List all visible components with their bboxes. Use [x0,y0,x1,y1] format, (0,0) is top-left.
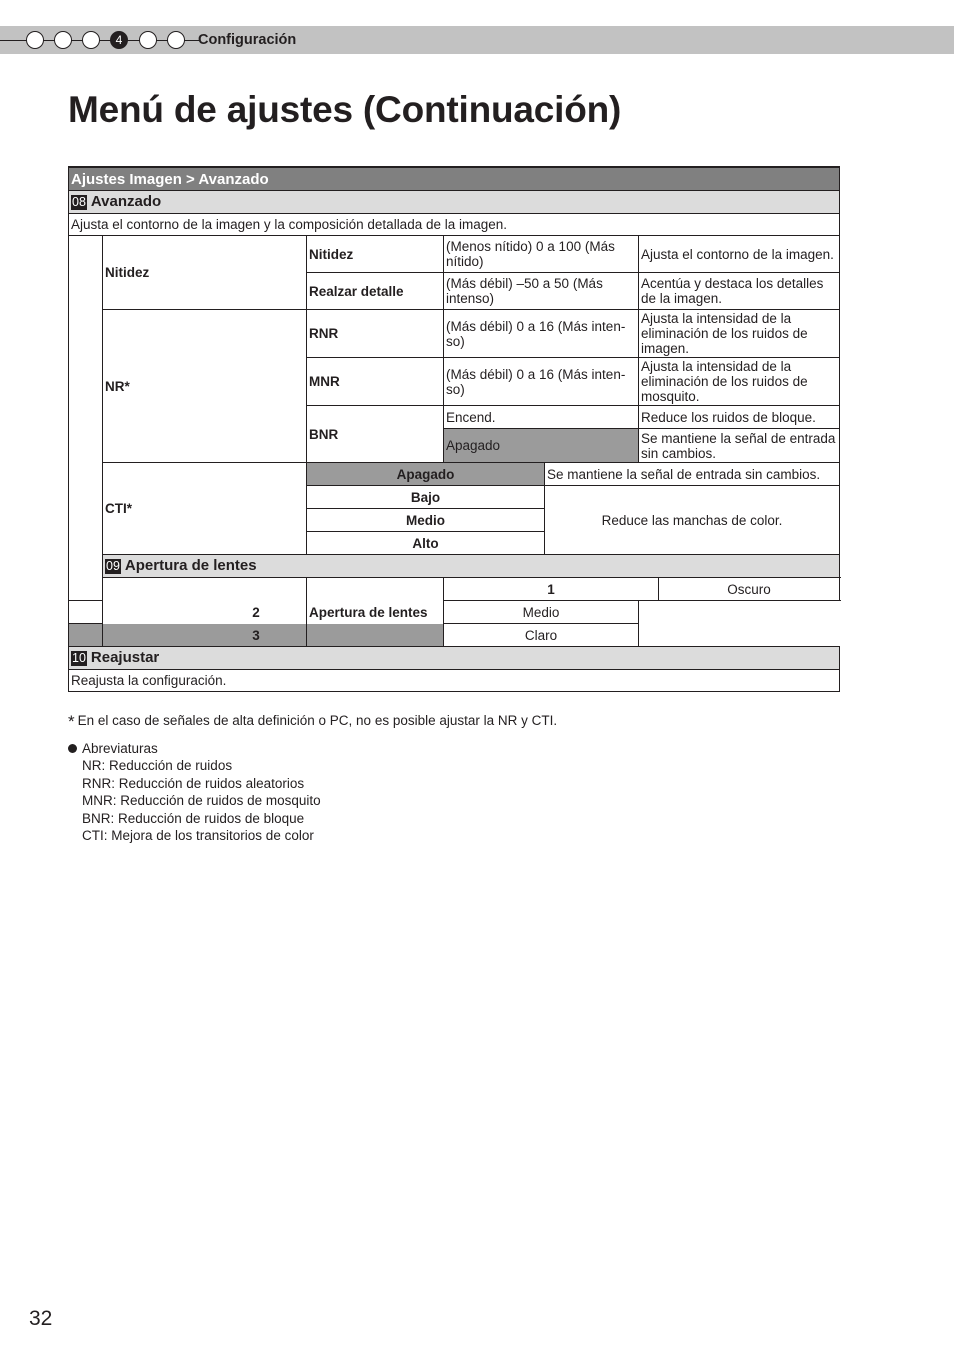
list-item: RNR: Reducción de ruidos aleatorios [82,775,305,791]
section-label: Reajustar [90,649,160,666]
range-cell: (Más débil) –50 a 50 (Más intenso) [444,273,639,310]
section-row-avanzado [69,191,840,214]
range-cell: (Más débil) 0 a 16 (Más inten-so) [444,358,639,406]
option-cell: Encend. [444,406,639,429]
section-number: 09 [106,559,120,573]
footnote-star: * [68,712,75,731]
footnote-text: En el caso de señales de alta definición o PC, no es posible ajustar la NR y CTI. [77,713,558,728]
step-circle [54,31,72,49]
list-item: NR: Reducción de ruidos [82,758,233,774]
section-description: Ajusta el contorno de la imagen y la composición detallada de la imagen. [69,214,840,236]
section-row-reajustar [69,647,840,670]
table-row [69,310,840,358]
desc-cell: Se mantiene la señal de entrada sin cambios. [545,463,840,486]
abbreviations-heading: Abreviaturas [82,741,158,756]
table-row [69,463,840,486]
table-row [69,601,840,624]
option-cell: Bajo [307,486,545,509]
footnote [68,712,557,731]
step-circle [26,31,44,49]
item-apertura: Apertura de lentes [307,578,444,647]
indent-cell [69,236,103,601]
desc-cell: Reduce las manchas de color. [545,486,840,555]
value-cell: 2 [69,601,444,624]
step-circle [82,31,100,49]
option-cell: Medio [307,509,545,532]
list-item: CTI: Mejora de los transitorios de color [82,828,314,844]
section-number: 10 [72,651,86,665]
description-row [69,214,840,236]
step-circle [139,31,157,49]
desc-cell: Ajusta la intensidad de la eliminación de los ruidos de imagen. [639,310,840,358]
sub-item: Realzar detalle [307,273,444,310]
item-cti: CTI* [103,463,307,555]
table-title-row [69,167,840,191]
sub-item: BNR [307,406,444,463]
range-cell: (Más débil) 0 a 16 (Más inten-so) [444,310,639,358]
item-nr: NR* [103,310,307,463]
list-item: MNR: Reducción de ruidos de mosquito [82,793,321,809]
value-cell: 1 [444,578,659,601]
settings-table [68,166,840,692]
abbreviations-list [82,757,321,844]
bullet-icon [68,744,77,753]
table-title: Ajustes Imagen > Avanzado [69,167,840,191]
section-description: Reajusta la configuración. [69,670,840,692]
table-row [69,624,840,647]
desc-cell: Ajusta el contorno de la imagen. [639,236,840,273]
option-cell: Alto [307,532,545,555]
abbreviations [68,740,321,844]
desc-cell: Acentúa y destaca los detalles de la imagen. [639,273,840,310]
sub-item: MNR [307,358,444,406]
page-number: 32 [29,1307,53,1330]
item-nitidez: Nitidez [103,236,307,310]
sub-item: RNR [307,310,444,358]
table-row [69,236,840,273]
option-cell-default: Apagado [444,429,639,463]
value-cell-default: 3 [69,624,444,647]
step-circle-active: 4 [110,31,128,49]
desc-cell: Medio [444,601,639,624]
desc-cell: Ajusta la intensidad de la eliminación de los ruidos de mosquito. [639,358,840,406]
list-item: BNR: Reducción de ruidos de bloque [82,810,305,826]
description-row [69,670,840,692]
desc-cell: Se mantiene la señal de entrada sin cambios. [639,429,840,463]
desc-cell: Reduce los ruidos de bloque. [639,406,840,429]
section-row-apertura [69,555,840,578]
section-label: Avanzado [90,193,162,210]
sub-item: Nitidez [307,236,444,273]
option-cell-default: Apagado [307,463,545,486]
section-name: Configuración [198,32,297,48]
section-number: 08 [72,195,86,209]
step-circle [167,31,185,49]
section-label: Apertura de lentes [124,557,257,574]
page-title: Menú de ajustes (Continuación) [68,89,622,130]
desc-cell: Claro [444,624,639,647]
range-cell: (Menos nítido) 0 a 100 (Más nítido) [444,236,639,273]
table-row [69,578,840,601]
desc-cell: Oscuro [659,578,840,601]
